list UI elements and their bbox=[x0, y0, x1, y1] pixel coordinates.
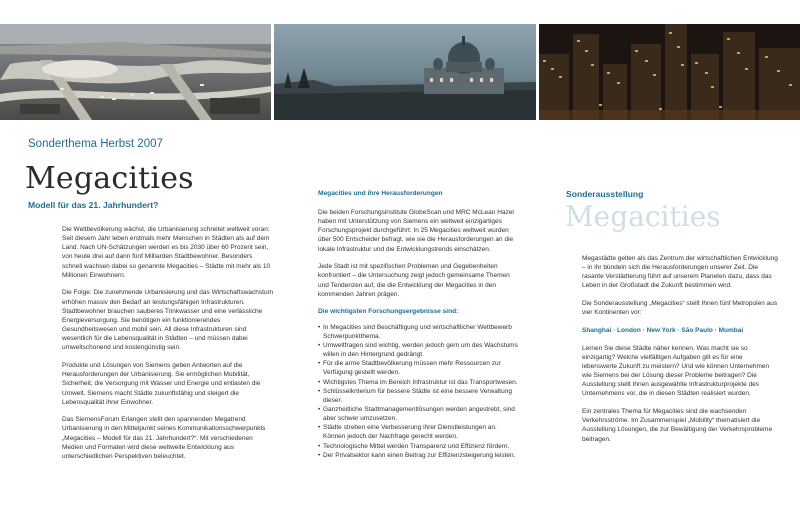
paragraph: Lernen Sie diese Städte näher kennen. Was macht sie so einzigartig? Welche vielfältigen Aufgaben gilt es für eine lebenswerte Zukunft zu meistern? Und wie können Unternehmen wie Siemens bei der Lösung dieser Probleme beitragen? Die Ausstellung stellt Ihnen ausgewählte Infrastrukturprojekte des Unternehmens vor, die in diesen Städten realisiert wurden. bbox=[582, 344, 770, 398]
exhibition-title: Megacities bbox=[565, 200, 721, 233]
list-item: • Wichtigstes Thema im Bereich Infrastruktur ist das Transportwesen. bbox=[318, 378, 518, 387]
city-list: Shanghai · London · New York · São Paulo · Mumbai bbox=[582, 326, 744, 334]
list-item: • Ganzheitliche Stadtmanagementlösungen werden angestrebt, sind aber schwer umzusetzen. bbox=[318, 405, 518, 423]
intro-column bbox=[62, 225, 274, 470]
paragraph: Jede Stadt ist mit spezifischen Problemen und Gegebenheiten konfrontiert – die Untersuchung zeigt jedoch gemeinsame Themen und Tendenzen auf, die die Entwicklung der Megacities in den kommenden Jahren prägen. bbox=[318, 263, 510, 298]
header-photo-strip bbox=[0, 24, 800, 120]
list-item: • Für die arme Stadtbevölkerung müssen mehr Ressourcen zur Verfügung gestellt werden. bbox=[318, 359, 518, 377]
section-kicker: Sonderthema Herbst 2007 bbox=[28, 138, 163, 150]
list-item: • Städte streben eine Verbesserung ihrer Dienstleistungen an. Können jedoch der Nachfrage gerecht werden. bbox=[318, 423, 518, 441]
paragraph: Die beiden Forschungsinstitute GlobeScan und MRC McLean Hazel haben mit Unterstützung von Siemens ein weltweit einzigartiges Forschungsprojekt durchgeführt: In 25 Megacities weltweit wurden über 500 Entscheider befragt, wie sie die Herausforderungen an die lokale Infrastruktur und die Entwicklungstrends einschätzen. bbox=[318, 209, 514, 253]
paragraph: Die Folge: Die zunehmende Urbanisierung und das Wirtschaftswachstum erhöhen massiv den Bedarf an leistungsfähigen Infrastrukturen. Stadtbewohner brauchen sauberes Trinkwasser und eine verlässliche Energieversorgung. Sie benötigen ein funktionierendes Gesundheitswesen und mobil sein. All diese Infrastrukturen sind wesentlich für die Lebensqualität in Städten – und müssen dabei umweltschonend und kostengünstig sein. bbox=[62, 289, 273, 352]
paragraph: Produkte und Lösungen von Siemens geben Antworten auf die Herausforderungen der Urbanisierung. Sie ermöglichen Mobilität, Sicherheit, die Versorgung mit Wasser und Energie und entlasten die Umwelt. Siemens macht Städte zukunftsfähig und steigert die Lebensqualität ihrer Einwohner. bbox=[62, 362, 261, 406]
list-item: • Der Privatsektor kann einen Beitrag zur Effizienzsteigerung leisten. bbox=[318, 451, 518, 460]
column-heading: Megacities und ihre Herausforderungen bbox=[318, 190, 443, 197]
domed-palace-photo bbox=[274, 24, 536, 120]
paragraph: Die Sonderausstellung „Megacities“ stellt Ihnen fünf Metropolen aus vier Kontinenten vor: bbox=[582, 300, 778, 317]
aerial-highway-photo bbox=[0, 24, 271, 120]
paragraph: Ein zentrales Thema für Megacities sind die wachsenden Verkehrsströme. Im Zusammenspiel „Mobility“ thematisiert die Ausstellung Lösungen, die zur Bewältigung der Verkehrsprobleme beitragen. bbox=[582, 408, 773, 443]
exhibition-kicker: Sonderausstellung bbox=[566, 189, 644, 199]
paragraph: Megastädte gelten als das Zentrum der wirtschaftlichen Entwicklung – in ihr bündeln sich die Herausforderungen unserer Zeit. Die rasante Verstädterung führt auf unserem Planeten dazu, dass das Leben in der Großstadt die Zukunft bestimmen wird. bbox=[582, 255, 778, 290]
night-skyline-photo bbox=[539, 24, 800, 120]
list-item: • Schlüsselkriterium für bessere Städte ist eine bessere Verwaltung dieser. bbox=[318, 387, 518, 405]
page-title: Megacities bbox=[25, 161, 194, 196]
list-item: • Umweltfragen sind wichtig, werden jedoch gern um des Wachstums willen in den Hintergrund gedrängt. bbox=[318, 341, 518, 359]
list-item: • In Megacities sind Beschäftigung und wirtschaftlicher Wettbewerb Schwerpunktthema. bbox=[318, 323, 518, 341]
paragraph: Das SiemensForum Erlangen stellt den spannenden Megatrend Urbanisierung in den Mittelpunkt seines Kommunikationsschwerpunkts „Megacities – Modell für das 21. Jahrhundert?“. Mit verschiedenen Medien und Formaten wird diese weltweite Entwicklung aus unterschiedlichen Perspektiven beleuchtet. bbox=[62, 416, 266, 460]
page-subtitle: Modell für das 21. Jahrhundert? bbox=[28, 200, 159, 210]
research-column bbox=[318, 208, 518, 460]
list-item: • Technologische Mittel werden Transparenz und Effizienz fördern. bbox=[318, 442, 518, 451]
results-heading: Die wichtigsten Forschungsergebnisse sind: bbox=[318, 308, 459, 316]
results-list bbox=[318, 323, 518, 460]
paragraph: Die Weltbevölkerung wächst, die Urbanisierung schreitet weltweit voran: Seit diesem Jahr leben erstmals mehr Menschen in Städten als auf dem Land. Nach UN-Schätzungen werden es bis 2030 über 60 Prozent sein, von heute drei auf dann fünf Milliarden Stadtbewohner. Besonders schnell wachsen dabei so genannte Megacities – Städte mit mehr als 10 Millionen Einwohnern. bbox=[62, 226, 271, 279]
exhibition-column bbox=[582, 254, 778, 452]
